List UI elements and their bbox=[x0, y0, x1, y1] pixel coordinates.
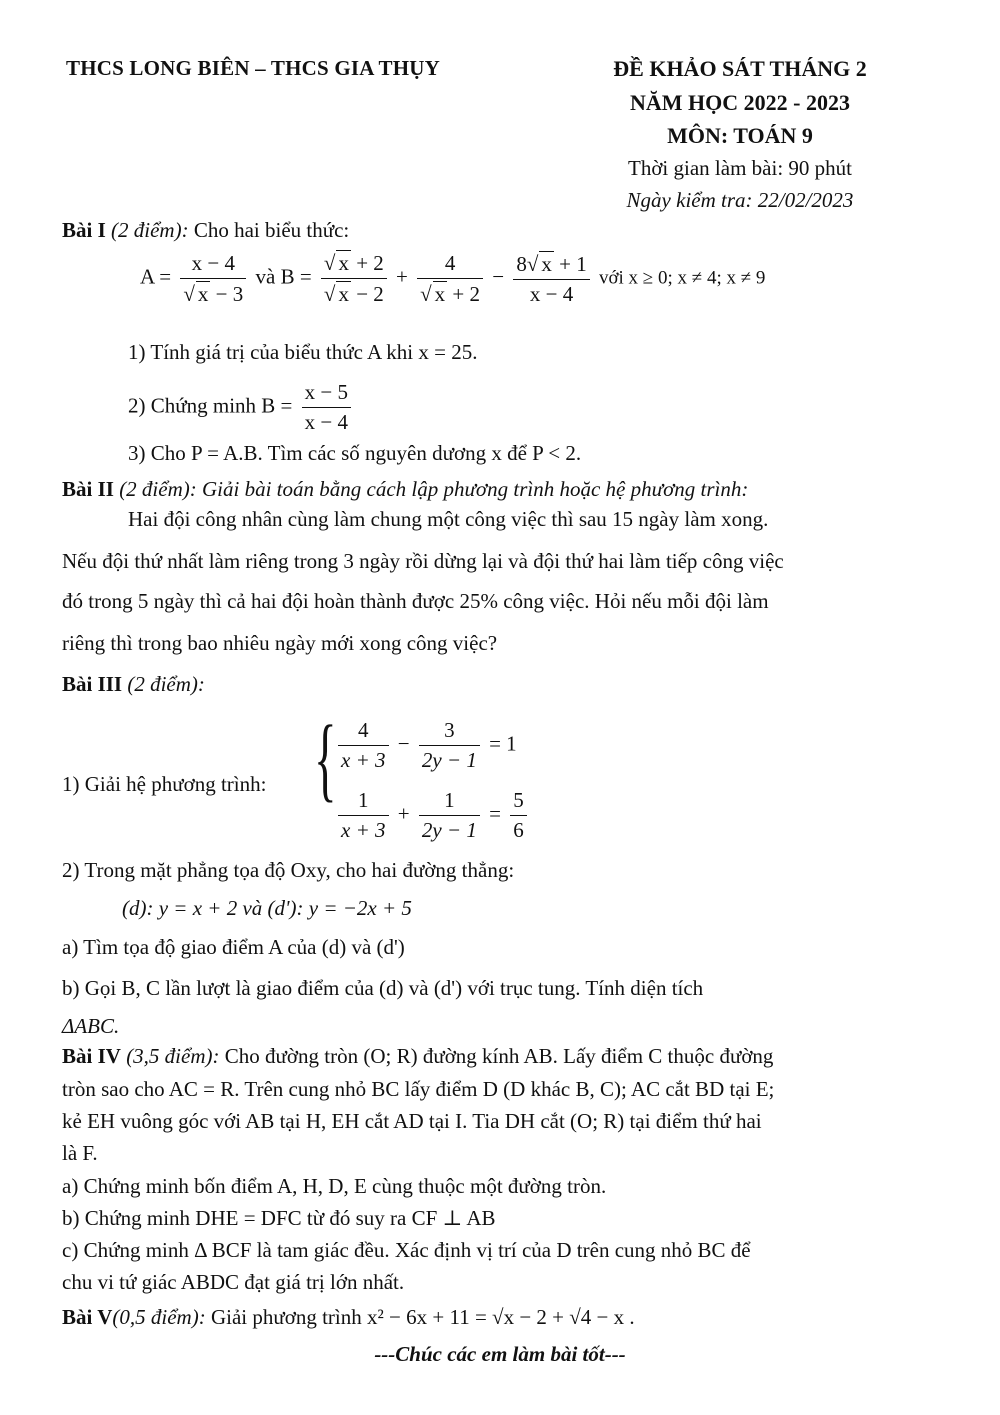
bai2-line4: riêng thì trong bao nhiêu ngày mới xong công việc? bbox=[62, 631, 498, 655]
bai4-line4: là F. bbox=[62, 1141, 98, 1165]
bai4-qc1: c) Chứng minh Δ BCF là tam giác đều. Xác định vị trí của D trên cung nhỏ BC để bbox=[62, 1238, 751, 1262]
system-brace: { bbox=[314, 707, 337, 811]
exam-date: Ngày kiểm tra: 22/02/2023 bbox=[626, 188, 854, 212]
bai2-heading: Bài II (2 điểm): Giải bài toán bằng cách lập phương trình hoặc hệ phương trình: bbox=[62, 477, 749, 501]
school-names: THCS LONG BIÊN – THCS GIA THỤY bbox=[66, 56, 440, 80]
bai3-q2: 2) Trong mặt phẳng tọa độ Oxy, cho hai đường thẳng: bbox=[62, 858, 515, 882]
bai1-heading: Bài I (2 điểm): Cho hai biểu thức: bbox=[62, 218, 350, 242]
bai3-qa: a) Tìm tọa độ giao điểm A của (d) và (d') bbox=[62, 935, 405, 959]
bai3-q1: 1) Giải hệ phương trình: bbox=[62, 772, 267, 796]
bai4-qc2: chu vi tứ giác ABDC đạt giá trị lớn nhất. bbox=[62, 1270, 405, 1294]
bai2-line2: Nếu đội thứ nhất làm riêng trong 3 ngày rồi dừng lại và đội thứ hai làm tiếp công việc bbox=[62, 549, 784, 573]
bai4-line3: kẻ EH vuông góc với AB tại H, EH cắt AD tại I. Tia DH cắt (O; R) tại điểm thứ hai bbox=[62, 1109, 762, 1133]
bai4-heading: Bài IV (3,5 điểm): Cho đường tròn (O; R) đường kính AB. Lấy điểm C thuộc đường bbox=[62, 1044, 774, 1068]
bai1-q1: 1) Tính giá trị của biểu thức A khi x = 25. bbox=[128, 340, 478, 364]
bai4-qb: b) Chứng minh DHE = DFC từ đó suy ra CF ⊥ AB bbox=[62, 1206, 496, 1230]
closing-note: ---Chúc các em làm bài tốt--- bbox=[374, 1342, 626, 1366]
bai2-line3: đó trong 5 ngày thì cả hai đội hoàn thành được 25% công việc. Hỏi nếu mỗi đội làm bbox=[62, 589, 769, 613]
school-year: NĂM HỌC 2022 - 2023 bbox=[630, 90, 850, 115]
bai3-qb2: ΔABC. bbox=[62, 1014, 120, 1038]
equation-2: $\frac{1}{x + 3}$ + $\frac{1}{2y - 1}$ = $\frac{5}{6}$ bbox=[334, 788, 531, 843]
bai5: Bài V(0,5 điểm): Giải phương trình x² − 6x + 11 = √x − 2 + √4 − x . bbox=[62, 1305, 635, 1329]
subject: MÔN: TOÁN 9 bbox=[667, 123, 813, 148]
bai4-qa: a) Chứng minh bốn điểm A, H, D, E cùng thuộc một đường tròn. bbox=[62, 1174, 607, 1198]
bai1-q2: 2) Chứng minh B = $\frac{x - 5}{x - 4}$ bbox=[128, 380, 355, 435]
bai1-expressions: A = $\frac{x - 4}{√ x - 3}$ và B = $\frac{√ x + 2}{√ x - 2}$ + $\frac{4}{√ x + 2}$ − $\frac{8√ x + 1}{x - 4}$ với x ≥ 0; x ≠ 4; x ≠ 9 bbox=[140, 250, 766, 306]
bai3-heading: Bài III (2 điểm): bbox=[62, 672, 205, 696]
bai3-qb: b) Gọi B, C lần lượt là giao điểm của (d) và (d') với trục tung. Tính diện tích bbox=[62, 976, 704, 1000]
exam-title: ĐỀ KHẢO SÁT THÁNG 2 bbox=[613, 56, 867, 81]
bai3-lines: (d): y = x + 2 và (d'): y = −2x + 5 bbox=[122, 896, 412, 920]
bai4-line2: tròn sao cho AC = R. Trên cung nhỏ BC lấy điểm D (D khác B, C); AC cắt BD tại E; bbox=[62, 1077, 775, 1101]
equation-1: $\frac{4}{x + 3}$ − $\frac{3}{2y - 1}$ = 1 bbox=[334, 718, 517, 773]
duration: Thời gian làm bài: 90 phút bbox=[628, 156, 852, 180]
bai1-q3: 3) Cho P = A.B. Tìm các số nguyên dương x để P < 2. bbox=[128, 441, 582, 465]
bai2-line1: Hai đội công nhân cùng làm chung một công việc thì sau 15 ngày làm xong. bbox=[128, 507, 769, 531]
